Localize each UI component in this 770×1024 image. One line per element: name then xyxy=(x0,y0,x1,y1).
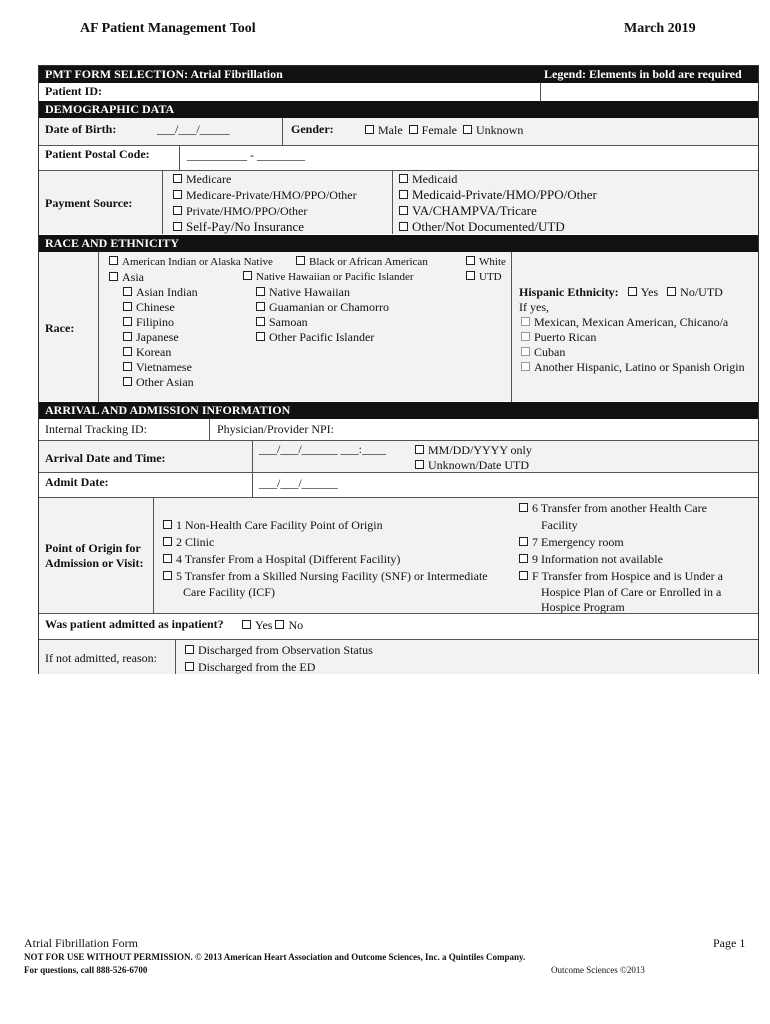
checkbox-icon xyxy=(123,377,132,386)
checkbox-icon xyxy=(123,287,132,296)
arrival-title: ARRIVAL AND ADMISSION INFORMATION xyxy=(45,403,291,417)
asian-sub-label: Filipino xyxy=(136,315,175,329)
legend-text: Legend: Elements in bold are required xyxy=(544,67,742,81)
footer-questions: For questions, call 888-526-6700 xyxy=(24,965,148,975)
race-option-label: Native Hawaiian or Pacific Islander xyxy=(256,271,414,283)
origin-f-cont2: Hospice Program xyxy=(541,600,625,614)
checkbox-icon xyxy=(296,256,305,265)
checkbox-icon xyxy=(242,620,251,629)
checkbox-icon xyxy=(521,362,530,371)
hispanic-sub-label: Mexican, Mexican American, Chicano/a xyxy=(534,315,729,329)
inpatient-no-label: No xyxy=(288,618,304,632)
pmt-section-header xyxy=(39,66,758,83)
hispanic-label: Hispanic Ethnicity: xyxy=(519,285,619,299)
origin-right-list xyxy=(519,500,723,615)
arrival-date-only[interactable] xyxy=(415,443,532,458)
gender-female-checkbox[interactable] xyxy=(409,123,457,137)
divider xyxy=(511,252,512,402)
origin-6[interactable] xyxy=(519,500,723,517)
footer-page: Page 1 xyxy=(713,936,746,950)
checkbox-icon xyxy=(185,645,194,654)
divider xyxy=(153,497,154,613)
checkbox-icon xyxy=(163,554,172,563)
origin-4[interactable] xyxy=(163,551,488,568)
not-admitted-options xyxy=(185,642,373,676)
race-utd[interactable] xyxy=(466,271,502,283)
payment-right-list xyxy=(399,171,597,235)
race-label: Race: xyxy=(45,321,75,335)
checkbox-icon xyxy=(519,503,528,512)
payment-left-list xyxy=(173,171,357,235)
checkbox-icon xyxy=(173,206,182,215)
origin-1[interactable] xyxy=(163,517,488,534)
gender-male-label: Male xyxy=(378,123,403,137)
checkbox-icon xyxy=(628,287,637,296)
if-yes-text: If yes, xyxy=(519,300,549,314)
hispanic-sub-label: Another Hispanic, Latino or Spanish Origin xyxy=(534,360,745,374)
asian-filipino[interactable] xyxy=(123,315,198,330)
race-asia[interactable] xyxy=(109,270,144,285)
gender-unknown-checkbox[interactable] xyxy=(463,123,523,137)
pacific-guamanian[interactable] xyxy=(256,300,389,315)
payment-selfpay[interactable] xyxy=(173,219,357,235)
checkbox-icon xyxy=(519,554,528,563)
pacific-sub-label: Other Pacific Islander xyxy=(269,330,375,344)
af-form xyxy=(38,65,759,674)
payment-label: VA/CHAMPVA/Tricare xyxy=(412,203,537,218)
checkbox-icon xyxy=(163,537,172,546)
checkbox-icon xyxy=(409,125,418,134)
hispanic-sub-label: Cuban xyxy=(534,345,566,359)
gender-female-label: Female xyxy=(421,123,457,137)
payment-private[interactable] xyxy=(173,203,357,219)
checkbox-icon xyxy=(466,271,475,280)
pacific-other[interactable] xyxy=(256,330,389,345)
checkbox-icon xyxy=(256,302,265,311)
origin-option-label: 2 Clinic xyxy=(176,535,215,549)
footer-notice: NOT FOR USE WITHOUT PERMISSION. © 2013 American Heart Association and Outcome Sciences, Inc. a Quintiles Company. xyxy=(24,952,526,962)
origin-option-label: F Transfer from Hospice and is Under a xyxy=(532,569,723,583)
hispanic-mexican[interactable] xyxy=(521,315,745,330)
race-title: RACE AND ETHNICITY xyxy=(45,236,180,250)
payment-medicare-private[interactable] xyxy=(173,187,357,203)
divider xyxy=(39,472,758,473)
hispanic-row xyxy=(519,285,723,300)
dob-field[interactable]: ___/___/_____ xyxy=(157,122,230,136)
inpatient-no[interactable] xyxy=(275,618,303,632)
footer-form-name: Atrial Fibrillation Form xyxy=(24,936,138,950)
divider xyxy=(162,170,163,234)
checkbox-icon xyxy=(109,272,118,281)
checkbox-icon xyxy=(256,332,265,341)
origin-9[interactable] xyxy=(519,551,723,568)
arrival-options xyxy=(415,443,532,473)
asian-other[interactable] xyxy=(123,375,198,390)
checkbox-icon xyxy=(399,190,408,199)
origin-option-label: 4 Transfer From a Hospital (Different Facility) xyxy=(176,552,401,566)
arrival-option-label: MM/DD/YYYY only xyxy=(428,443,532,457)
footer-copyright: Outcome Sciences ©2013 xyxy=(551,965,645,975)
not-admitted-label: If not admitted, reason: xyxy=(45,651,157,665)
inpatient-label: Was patient admitted as inpatient? xyxy=(45,617,224,631)
checkbox-icon xyxy=(521,317,530,326)
divider xyxy=(39,613,758,614)
race-option-label: White xyxy=(479,256,506,268)
origin-option-label: 7 Emergency room xyxy=(532,535,624,549)
arrival-label: Arrival Date and Time: xyxy=(45,451,166,465)
gender-male-checkbox[interactable] xyxy=(365,123,403,137)
checkbox-icon xyxy=(256,287,265,296)
origin-5-cont: Care Facility (ICF) xyxy=(183,585,275,599)
pmt-title: PMT FORM SELECTION: Atrial Fibrillation xyxy=(45,67,283,81)
checkbox-icon xyxy=(521,347,530,356)
hispanic-no[interactable] xyxy=(667,285,723,299)
demographic-title: DEMOGRAPHIC DATA xyxy=(45,102,175,116)
checkbox-icon xyxy=(123,317,132,326)
pacific-sub-label: Samoan xyxy=(269,315,308,329)
asian-sub-label: Vietnamese xyxy=(136,360,192,374)
checkbox-icon xyxy=(365,125,374,134)
postal-field[interactable]: __________ - ________ xyxy=(187,148,305,162)
divider xyxy=(392,170,393,234)
asian-sub-label: Other Asian xyxy=(136,375,194,389)
divider xyxy=(252,440,253,498)
checkbox-icon xyxy=(123,347,132,356)
pacific-hawaiian[interactable] xyxy=(256,285,389,300)
divider xyxy=(209,419,210,440)
race-option-label: UTD xyxy=(479,271,502,283)
payment-label: Other/Not Documented/UTD xyxy=(412,219,565,234)
inpatient-yes[interactable] xyxy=(242,618,272,632)
checkbox-icon xyxy=(667,287,676,296)
payment-label: Medicare xyxy=(186,172,232,186)
asian-chinese[interactable] xyxy=(123,300,198,315)
checkbox-icon xyxy=(521,332,530,341)
race-black[interactable] xyxy=(296,256,428,268)
divider xyxy=(540,83,541,101)
not-admitted-option-label: Discharged from Observation Status xyxy=(198,643,373,657)
asian-sub-label: Asian Indian xyxy=(136,285,198,299)
checkbox-icon xyxy=(123,302,132,311)
payment-medicaid-private[interactable] xyxy=(399,187,597,203)
demographic-section-header xyxy=(39,101,758,118)
hispanic-yes[interactable] xyxy=(628,285,658,299)
admit-label: Admit Date: xyxy=(45,475,109,489)
race-option-label: Black or African American xyxy=(309,256,428,268)
payment-label: Medicaid-Private/HMO/PPO/Other xyxy=(412,187,597,202)
arrival-option-label: Unknown/Date UTD xyxy=(428,458,529,472)
checkbox-icon xyxy=(415,445,424,454)
origin-option-label: 6 Transfer from another Health Care xyxy=(532,501,707,515)
origin-f-cont1: Hospice Plan of Care or Enrolled in a xyxy=(541,585,722,599)
origin-left-list xyxy=(163,517,488,599)
checkbox-icon xyxy=(173,174,182,183)
origin-7[interactable] xyxy=(519,534,723,551)
checkbox-icon xyxy=(415,460,424,469)
gender-options xyxy=(365,123,523,138)
checkbox-icon xyxy=(256,317,265,326)
asian-vietnamese[interactable] xyxy=(123,360,198,375)
asian-sub-label: Japanese xyxy=(136,330,179,344)
checkbox-icon xyxy=(463,125,472,134)
asian-sub-label: Korean xyxy=(136,345,172,359)
hispanic-cuban[interactable] xyxy=(521,345,745,360)
asian-indian[interactable] xyxy=(123,285,198,300)
race-option-label: Asia xyxy=(122,270,144,284)
hispanic-yes-label: Yes xyxy=(640,285,659,299)
arrival-unknown[interactable] xyxy=(415,458,532,473)
asian-korean[interactable] xyxy=(123,345,198,360)
inpatient-yes-label: Yes xyxy=(255,618,273,632)
checkbox-icon xyxy=(123,362,132,371)
discharged-observation[interactable] xyxy=(185,642,373,659)
dob-label: Date of Birth: xyxy=(45,122,117,136)
checkbox-icon xyxy=(466,256,475,265)
inpatient-options xyxy=(242,618,303,633)
payment-label: Private/HMO/PPO/Other xyxy=(186,204,308,218)
gender-unknown-label: Unknown xyxy=(475,123,524,137)
checkbox-icon xyxy=(519,571,528,580)
payment-va[interactable] xyxy=(399,203,597,219)
race-section-header xyxy=(39,235,758,252)
checkbox-icon xyxy=(173,222,182,231)
checkbox-icon xyxy=(519,537,528,546)
divider xyxy=(98,252,99,402)
checkbox-icon xyxy=(275,620,284,629)
hispanic-sub-label: Puerto Rican xyxy=(534,330,597,344)
payment-other[interactable] xyxy=(399,219,597,235)
payment-label: Self-Pay/No Insurance xyxy=(186,219,305,234)
patient-id-label: Patient ID: xyxy=(45,84,102,98)
payment-label: Medicare-Private/HMO/PPO/Other xyxy=(186,188,357,202)
checkbox-icon xyxy=(399,222,408,231)
origin-label-line2: Admission or Visit: xyxy=(45,556,144,570)
pacific-sub-list xyxy=(256,285,389,345)
hispanic-sub-list xyxy=(521,315,745,375)
asian-japanese[interactable] xyxy=(123,330,198,345)
checkbox-icon xyxy=(173,190,182,199)
discharged-ed[interactable] xyxy=(185,659,373,676)
payment-medicare[interactable] xyxy=(173,171,357,187)
checkbox-icon xyxy=(163,520,172,529)
pacific-sub-label: Native Hawaiian xyxy=(269,285,350,299)
divider xyxy=(179,145,180,170)
divider xyxy=(175,639,176,674)
checkbox-icon xyxy=(123,332,132,341)
checkbox-icon xyxy=(109,256,118,265)
asian-sub-list xyxy=(123,285,198,390)
origin-6-cont: Facility xyxy=(541,518,578,532)
divider xyxy=(39,145,758,146)
pacific-samoan[interactable] xyxy=(256,315,389,330)
origin-label-line1: Point of Origin for xyxy=(45,541,141,555)
checkbox-icon xyxy=(243,271,252,280)
arrival-section-header xyxy=(39,402,758,419)
tracking-label: Internal Tracking ID: xyxy=(45,422,147,436)
checkbox-icon xyxy=(185,662,194,671)
hispanic-puerto-rican[interactable] xyxy=(521,330,745,345)
origin-option-label: 1 Non-Health Care Facility Point of Origin xyxy=(176,518,383,532)
checkbox-icon xyxy=(163,571,172,580)
origin-2[interactable] xyxy=(163,534,488,551)
race-white[interactable] xyxy=(466,256,506,268)
payment-label: Payment Source: xyxy=(45,196,133,210)
origin-5[interactable] xyxy=(163,568,488,585)
asian-sub-label: Chinese xyxy=(136,300,175,314)
admit-field[interactable]: ___/___/______ xyxy=(259,476,338,490)
race-nhpi[interactable] xyxy=(243,271,414,283)
not-admitted-option-label: Discharged from the ED xyxy=(198,660,316,674)
divider xyxy=(282,118,283,145)
payment-label: Medicaid xyxy=(412,172,458,186)
gender-label: Gender: xyxy=(291,122,334,136)
origin-label xyxy=(45,541,143,571)
page-date: March 2019 xyxy=(624,21,696,36)
hispanic-another[interactable] xyxy=(521,360,745,375)
origin-f[interactable] xyxy=(519,568,723,585)
pacific-sub-label: Guamanian or Chamorro xyxy=(269,300,389,314)
origin-option-label: 9 Information not available xyxy=(532,552,663,566)
checkbox-icon xyxy=(399,206,408,215)
npi-label: Physician/Provider NPI: xyxy=(217,422,334,436)
postal-label: Patient Postal Code: xyxy=(45,147,150,161)
hispanic-no-label: No/UTD xyxy=(680,285,723,299)
origin-option-label: 5 Transfer from a Skilled Nursing Facility (SNF) or Intermediate xyxy=(176,569,488,583)
checkbox-icon xyxy=(399,174,408,183)
race-amind[interactable] xyxy=(109,256,273,268)
arrival-field[interactable]: ___/___/______ ___:____ xyxy=(259,442,387,456)
page-title: AF Patient Management Tool xyxy=(80,21,256,36)
payment-medicaid[interactable] xyxy=(399,171,597,187)
race-option-label: American Indian or Alaska Native xyxy=(122,256,273,268)
